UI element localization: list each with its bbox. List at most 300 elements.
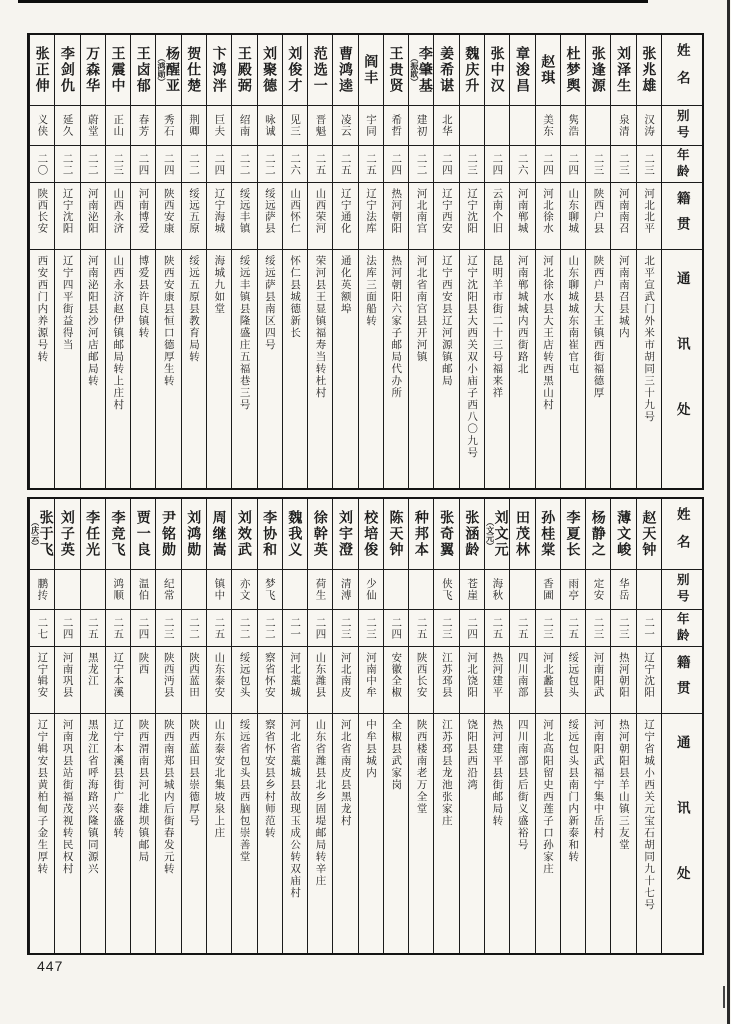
person-name: 杜梦舆 — [565, 46, 582, 94]
person-address: 河北高阳留史西莲子口孙家庄 — [541, 719, 554, 875]
person-origin-cell — [384, 647, 408, 714]
person-address-cell — [460, 250, 484, 488]
person-origin: 辽宁海城 — [213, 188, 226, 234]
person-name: 尹铭勋 — [161, 510, 178, 558]
person-alias-cell — [384, 106, 408, 146]
person-age-cell — [561, 610, 585, 647]
person-age-cell — [131, 146, 155, 183]
person-address-cell — [283, 714, 307, 953]
person-origin-cell — [131, 183, 155, 250]
person-address-cell — [308, 714, 332, 953]
person-age-cell — [485, 610, 509, 647]
person-age-cell — [156, 146, 180, 183]
person-address: 河南阳武福宁集中岳村 — [592, 719, 605, 839]
header-age-label: 年龄 — [675, 147, 690, 181]
person-column — [332, 499, 357, 953]
person-origin-cell — [232, 647, 256, 714]
person-alias: 梦飞 — [263, 578, 276, 601]
table-header-column — [661, 499, 702, 953]
person-origin: 辽宁法库 — [365, 188, 378, 234]
person-name-cell — [611, 499, 635, 570]
header-alias-cell — [662, 106, 702, 146]
person-age-cell — [434, 610, 458, 647]
person-column — [231, 499, 256, 953]
person-origin-cell — [536, 183, 560, 250]
person-origin-cell — [258, 647, 282, 714]
person-name-cell — [460, 499, 484, 570]
person-name-cell — [207, 35, 231, 106]
person-age: 二四 — [314, 616, 327, 640]
person-address: 山东聊城城东南崔官屯 — [567, 255, 580, 375]
person-name-cell — [30, 499, 54, 570]
person-origin: 安徽全椒 — [390, 652, 403, 698]
person-address: 辽宁辑安县黄柏甸子金生厚转 — [36, 719, 49, 875]
person-origin-cell — [536, 647, 560, 714]
person-age-cell — [637, 146, 661, 183]
person-alias: 泉清 — [617, 114, 630, 137]
person-column — [560, 499, 585, 953]
scan-edge-mark — [723, 986, 725, 1008]
person-address: 绥远萨县南区四号 — [263, 255, 276, 351]
person-age: 二二 — [263, 616, 276, 640]
person-name: 刘子英 — [59, 510, 76, 558]
person-age-cell — [156, 610, 180, 647]
person-origin-cell — [182, 183, 206, 250]
person-origin-cell — [561, 647, 585, 714]
person-name: 贺仕楚 — [186, 46, 203, 94]
person-origin: 河南中牟 — [365, 652, 378, 698]
person-name: 章浚昌 — [514, 46, 531, 94]
person-age: 二五 — [213, 616, 226, 640]
person-column — [383, 499, 408, 953]
person-origin: 山西荣河 — [314, 188, 327, 234]
person-address-cell — [207, 250, 231, 488]
person-name-cell — [434, 35, 458, 106]
person-alias-cell — [460, 106, 484, 146]
person-name-cell — [283, 499, 307, 570]
person-origin-cell — [510, 183, 534, 250]
person-age-cell — [308, 610, 332, 647]
person-name: 张正伸 — [34, 46, 51, 94]
person-name: 阎丰 — [363, 54, 380, 86]
person-address-cell — [258, 250, 282, 488]
person-name-annotation: （文元） — [485, 518, 495, 550]
person-address-cell — [333, 714, 357, 953]
person-name: 种邦本 — [413, 510, 430, 558]
person-name: 张于飞 — [38, 510, 55, 558]
header-name-label: 姓名 — [674, 506, 690, 562]
person-origin-cell — [106, 183, 130, 250]
person-origin: 河南南召 — [617, 188, 630, 234]
person-column — [535, 499, 560, 953]
person-alias-cell — [434, 570, 458, 610]
person-address: 河南泌阳县沙河店邮局转 — [86, 255, 99, 387]
person-address-cell — [156, 714, 180, 953]
person-address-cell — [434, 714, 458, 953]
person-name-cell — [308, 35, 332, 106]
person-origin: 黑龙江 — [86, 652, 99, 687]
person-name-cell — [434, 499, 458, 570]
person-address: 通化英额埠 — [339, 255, 352, 315]
person-age-cell — [182, 610, 206, 647]
person-name: 田茂林 — [514, 510, 531, 558]
person-address: 热河朝阳六家子邮局代办所 — [390, 255, 403, 399]
person-address: 河北省南皮县黑龙村 — [339, 719, 352, 827]
person-age: 二三 — [592, 152, 605, 176]
person-age: 二三 — [541, 616, 554, 640]
person-alias-cell — [106, 570, 130, 610]
person-origin-cell — [611, 183, 635, 250]
person-origin: 河北南皮 — [339, 652, 352, 698]
person-name: 孙桂棠 — [540, 510, 557, 558]
person-name-cell — [283, 35, 307, 106]
person-age-cell — [182, 146, 206, 183]
person-name-cell — [232, 35, 256, 106]
person-address-cell — [637, 714, 661, 953]
person-alias-cell — [131, 570, 155, 610]
person-origin: 河北饶阳 — [466, 652, 479, 698]
person-age: 二二 — [238, 152, 251, 176]
person-column — [509, 499, 534, 953]
person-age: 二五 — [567, 616, 580, 640]
person-name-cell — [258, 35, 282, 106]
person-address-cell — [81, 250, 105, 488]
person-alias-cell — [207, 106, 231, 146]
person-age: 二三 — [592, 616, 605, 640]
person-address: 陕西楼南老万全堂 — [415, 719, 428, 815]
person-address-cell — [232, 250, 256, 488]
person-age: 二二 — [263, 152, 276, 176]
person-origin-cell — [156, 647, 180, 714]
person-alias: 希哲 — [390, 114, 403, 137]
person-address-cell — [131, 250, 155, 488]
person-alias: 荷生 — [314, 578, 327, 601]
person-alias: 晋魁 — [314, 114, 327, 137]
person-address: 辽宁四平街益得当 — [61, 255, 74, 351]
person-address: 河南郸城城内西街路北 — [516, 255, 529, 375]
person-age-cell — [611, 610, 635, 647]
person-alias-cell — [561, 570, 585, 610]
person-address-cell — [384, 714, 408, 953]
person-column — [358, 499, 383, 953]
person-origin-cell — [131, 647, 155, 714]
person-address: 江苏邳县龙池张家庄 — [440, 719, 453, 827]
person-address-cell — [30, 714, 54, 953]
person-name: 周继嵩 — [211, 510, 228, 558]
scan-edge-right — [727, 0, 730, 1024]
person-age: 二四 — [137, 152, 150, 176]
person-origin-cell — [106, 647, 130, 714]
person-name-cell — [460, 35, 484, 106]
person-alias: 绍南 — [238, 114, 251, 137]
person-column — [29, 499, 54, 953]
person-address-cell — [81, 714, 105, 953]
person-column — [610, 499, 635, 953]
person-name: 万森华 — [85, 46, 102, 94]
header-alias-cell — [662, 570, 702, 610]
person-age: 二五 — [415, 616, 428, 640]
person-address-cell — [283, 250, 307, 488]
person-name-cell — [55, 499, 79, 570]
person-column — [509, 35, 534, 488]
person-alias: 荆卿 — [188, 114, 201, 137]
person-address-cell — [359, 250, 383, 488]
person-origin: 陕西沔县 — [162, 652, 175, 698]
person-column — [29, 35, 54, 488]
person-name: 刘泽生 — [616, 46, 633, 94]
person-column — [383, 35, 408, 488]
person-alias: 海秋 — [491, 578, 504, 601]
person-age: 二二 — [238, 616, 251, 640]
person-age-cell — [81, 146, 105, 183]
person-column — [80, 35, 105, 488]
person-alias-cell — [333, 106, 357, 146]
person-origin: 山东聊城 — [567, 188, 580, 234]
person-age-cell — [308, 146, 332, 183]
person-age: 二二 — [188, 616, 201, 640]
page-number: 447 — [37, 958, 64, 974]
header-alias-label: 别号 — [675, 109, 690, 142]
person-alias: 正山 — [112, 114, 125, 137]
header-age-cell — [662, 610, 702, 647]
person-address: 辽宁省城小西关元宝石胡同九十七号 — [643, 719, 656, 911]
person-address-cell — [510, 250, 534, 488]
person-origin-cell — [485, 183, 509, 250]
person-age-cell — [485, 146, 509, 183]
person-origin: 绥远萨县 — [263, 188, 276, 234]
person-name-cell — [510, 35, 534, 106]
person-age: 二一 — [643, 616, 656, 640]
person-origin-cell — [409, 183, 433, 250]
person-age: 二五 — [516, 616, 529, 640]
person-origin-cell — [81, 647, 105, 714]
person-alias: 汉涛 — [643, 114, 656, 137]
person-name-cell — [586, 35, 610, 106]
person-age: 二五 — [86, 616, 99, 640]
person-name-cell — [258, 499, 282, 570]
person-alias: 雨亭 — [567, 578, 580, 601]
person-age: 二三 — [365, 616, 378, 640]
person-name: 李肇基 — [417, 46, 434, 94]
header-alias-label: 别号 — [675, 573, 690, 606]
person-age-cell — [586, 146, 610, 183]
person-column — [610, 35, 635, 488]
person-address-cell — [434, 250, 458, 488]
person-age-cell — [460, 610, 484, 647]
person-name: 李竞飞 — [110, 510, 127, 558]
person-age-cell — [510, 610, 534, 647]
person-address: 全椒县武家岗 — [390, 719, 403, 791]
person-origin: 四川南部 — [516, 652, 529, 698]
person-name: 贾一良 — [135, 510, 152, 558]
person-column — [332, 35, 357, 488]
person-name-cell — [359, 35, 383, 106]
person-origin: 绥远包头 — [567, 652, 580, 698]
person-address: 北平宣武门外米市胡同三十九号 — [643, 255, 656, 423]
person-origin: 辽宁西安 — [440, 188, 453, 234]
person-origin: 河北蠡县 — [541, 652, 554, 698]
person-age: 二二 — [188, 152, 201, 176]
person-name: 曹鸿逵 — [337, 46, 354, 94]
person-address-cell — [586, 714, 610, 953]
person-address-cell — [333, 250, 357, 488]
person-alias-cell — [55, 570, 79, 610]
person-alias-cell — [485, 106, 509, 146]
person-age-cell — [258, 610, 282, 647]
person-address: 绥远包头县南门内新泰和转 — [567, 719, 580, 863]
person-age-cell — [384, 146, 408, 183]
person-column — [105, 35, 130, 488]
person-name-cell — [561, 499, 585, 570]
person-alias-cell — [131, 106, 155, 146]
person-address-cell — [308, 250, 332, 488]
person-address-cell — [182, 250, 206, 488]
person-age: 二四 — [440, 152, 453, 176]
person-age-cell — [283, 146, 307, 183]
person-address-cell — [207, 714, 231, 953]
person-address: 绥远丰镇县隆盛庄五福巷三号 — [238, 255, 251, 411]
person-name: 张逢源 — [590, 46, 607, 94]
person-address: 法库三面船转 — [365, 255, 378, 327]
person-origin-cell — [30, 647, 54, 714]
person-origin-cell — [55, 183, 79, 250]
person-origin-cell — [156, 183, 180, 250]
person-alias-cell — [409, 570, 433, 610]
person-address-cell — [384, 250, 408, 488]
person-origin-cell — [586, 183, 610, 250]
person-address: 陕西安康县恒口德厚生转 — [162, 255, 175, 387]
person-origin-cell — [182, 647, 206, 714]
person-age: 二四 — [466, 616, 479, 640]
header-origin-cell — [662, 183, 702, 250]
person-column — [433, 499, 458, 953]
person-name-cell — [485, 499, 509, 570]
person-age: 二五 — [339, 152, 352, 176]
person-name: 赵天钟 — [641, 510, 658, 558]
person-name: 魏庆升 — [464, 46, 481, 94]
person-origin: 察省怀安 — [263, 652, 276, 698]
person-column — [484, 499, 509, 953]
person-address: 黑龙江省呼海路兴隆镇同源兴 — [86, 719, 99, 875]
person-name-cell — [308, 499, 332, 570]
person-address: 陕西南郑县城内后街春发元转 — [162, 719, 175, 875]
person-address: 辽宁本溪县街广泰盛转 — [112, 719, 125, 839]
person-alias-cell — [637, 106, 661, 146]
person-origin-cell — [232, 183, 256, 250]
person-name: 刘聚德 — [262, 46, 279, 94]
person-name-cell — [182, 499, 206, 570]
person-name: 薄文峻 — [616, 510, 633, 558]
person-age: 二四 — [61, 616, 74, 640]
person-name: 李剑仇 — [59, 46, 76, 94]
person-name: 刘效武 — [236, 510, 253, 558]
person-origin: 云南个旧 — [491, 188, 504, 234]
person-alias-cell — [55, 106, 79, 146]
person-age: 二三 — [112, 152, 125, 176]
person-column — [257, 35, 282, 488]
person-age-cell — [283, 610, 307, 647]
person-age-cell — [384, 610, 408, 647]
person-name: 姜希谌 — [439, 46, 456, 94]
person-age-cell — [207, 146, 231, 183]
person-alias: 北华 — [440, 114, 453, 137]
person-origin-cell — [258, 183, 282, 250]
person-alias-cell — [308, 106, 332, 146]
person-age-cell — [106, 146, 130, 183]
person-name: 卞鸿泮 — [211, 46, 228, 94]
person-alias-cell — [232, 106, 256, 146]
person-alias: 义侠 — [36, 114, 49, 137]
person-age: 二四 — [567, 152, 580, 176]
person-alias: 香圃 — [541, 578, 554, 601]
person-age: 二六 — [289, 152, 302, 176]
registry-table-bottom — [27, 497, 704, 955]
person-alias-cell — [81, 570, 105, 610]
person-address: 博爱县许良镇转 — [137, 255, 150, 339]
person-origin: 河南泌阳 — [86, 188, 99, 234]
person-age: 二〇 — [36, 152, 49, 176]
person-column — [155, 35, 180, 488]
person-alias: 纪常 — [162, 578, 175, 601]
person-origin: 山东泰安 — [213, 652, 226, 698]
person-origin-cell — [460, 183, 484, 250]
person-address: 河南南召县城内 — [617, 255, 630, 339]
person-address-cell — [55, 714, 79, 953]
person-origin-cell — [510, 647, 534, 714]
person-origin-cell — [55, 647, 79, 714]
person-age-cell — [258, 146, 282, 183]
person-address-cell — [359, 714, 383, 953]
person-alias-cell — [637, 570, 661, 610]
person-name: 张兆雄 — [641, 46, 658, 94]
person-age-cell — [536, 610, 560, 647]
person-name-cell — [81, 499, 105, 570]
person-origin: 陕西户县 — [592, 188, 605, 234]
person-alias: 少仙 — [365, 578, 378, 601]
person-age-cell — [536, 146, 560, 183]
person-age: 二七 — [36, 616, 49, 640]
header-name-label: 姓名 — [674, 42, 690, 98]
person-age: 二四 — [213, 152, 226, 176]
person-name-cell — [409, 35, 433, 106]
person-name: 王卤郁 — [135, 46, 152, 94]
person-name: 张涵龄 — [464, 510, 481, 558]
person-address: 山西永济赵伊镇邮局转上庄村 — [112, 255, 125, 411]
person-alias-cell — [611, 106, 635, 146]
person-address: 察省怀安县乡村师范转 — [263, 719, 276, 839]
person-name: 陈天钟 — [388, 510, 405, 558]
person-alias: 隽浩 — [567, 114, 580, 137]
header-age-label: 年龄 — [675, 611, 690, 645]
person-origin: 绥远包头 — [238, 652, 251, 698]
person-name: 张中汉 — [489, 46, 506, 94]
person-address: 河南巩县站街福茂视转民权村 — [61, 719, 74, 875]
person-origin: 河南巩县 — [61, 652, 74, 698]
person-name-cell — [409, 499, 433, 570]
person-alias-cell — [561, 106, 585, 146]
person-alias-cell — [232, 570, 256, 610]
person-address-cell — [510, 714, 534, 953]
person-address: 山东省潍县北乡固堤邮局转辛庄 — [314, 719, 327, 887]
person-address-cell — [106, 250, 130, 488]
person-alias: 苍崖 — [466, 578, 479, 601]
person-age: 二二 — [415, 152, 428, 176]
person-column — [54, 499, 79, 953]
person-origin: 辽宁沈阳 — [61, 188, 74, 234]
person-origin-cell — [359, 647, 383, 714]
person-name-cell — [384, 499, 408, 570]
person-age-cell — [434, 146, 458, 183]
